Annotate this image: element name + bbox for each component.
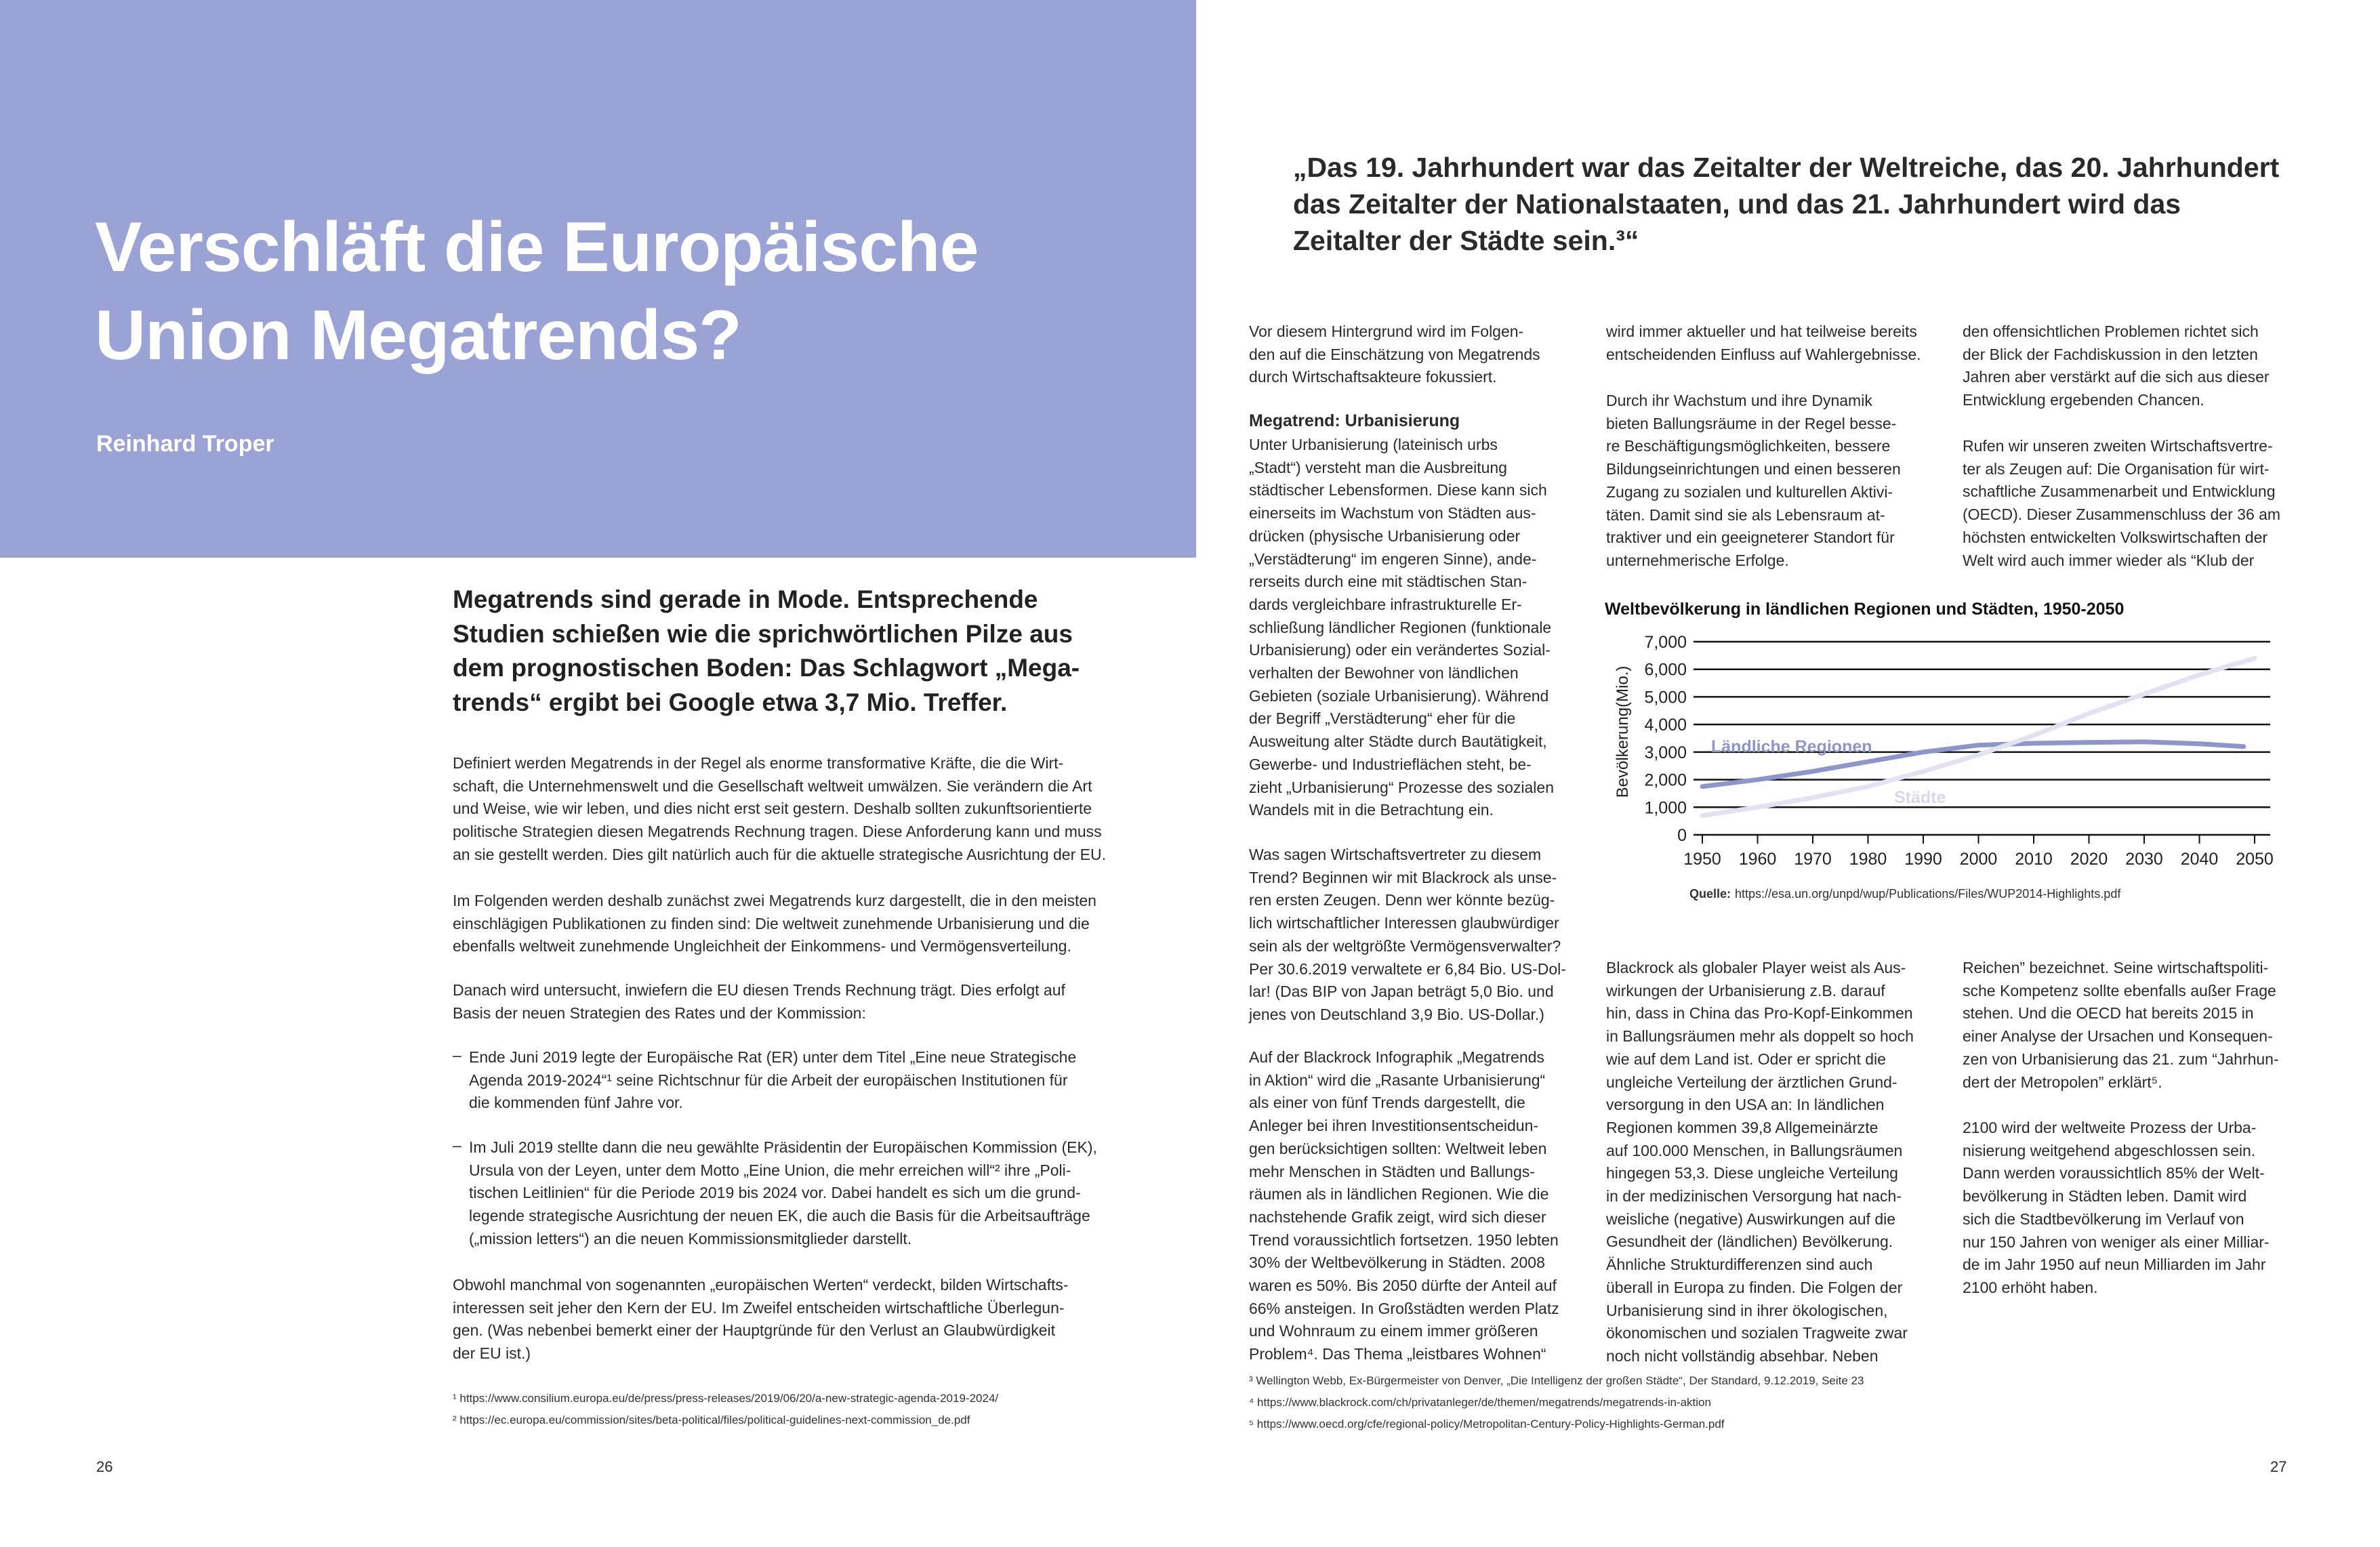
text-line: Gesundheit der (ländlichen) Bevölkerung. — [1606, 1233, 1893, 1251]
text-line: dem prognostischen Boden: Das Schlagwort „Mega- — [453, 654, 1080, 682]
text-line: Ähnliche Strukturdifferenzen sind auch — [1606, 1256, 1873, 1274]
text-line: „Das 19. Jahrhundert war das Zeitalter der Weltreiche, das 20. Jahrhundert — [1293, 152, 2280, 183]
legend-label-urban: Städte — [1894, 788, 1946, 807]
text-line: noch nicht vollständig absehbar. Neben — [1606, 1346, 1879, 1365]
text-line: Obwohl manchmal von sogenannten „europäischen Werten“ verdeckt, bilden Wirtschafts- — [453, 1276, 1069, 1294]
pull-quote — [1293, 149, 2279, 259]
population-chart — [1599, 590, 2297, 915]
text-line: als einer von fünf Trends dargestellt, die — [1249, 1094, 1525, 1112]
y-axis-label: Bevölkerung(Mio.) — [1614, 665, 1632, 798]
text-line: („mission letters“) an die neuen Kommissionsmitglieder darstellt. — [469, 1229, 912, 1247]
text-line: schaftliche Zusammenarbeit und Entwicklung — [1963, 482, 2276, 501]
text-line: Rufen wir unseren zweiten Wirtschaftsvertre- — [1963, 437, 2273, 455]
text-line: Entwicklung ergebenden Chancen. — [1963, 391, 2204, 409]
text-line: Im Juli 2019 stellte dann die neu gewählte Präsidentin der Europäischen Kommission (EK), — [469, 1138, 1097, 1156]
text-line: Gewerbe- und Industrieflächen steht, be- — [1249, 755, 1532, 773]
text-line: räumen als in ländlichen Regionen. Wie die — [1249, 1185, 1549, 1203]
text-line: Urbanisierung) oder ein verändertes Sozial- — [1249, 641, 1551, 659]
text-line: nur 150 Jahren von weniger als einer Milliar- — [1963, 1233, 2270, 1251]
x-tick-label: 2040 — [2180, 850, 2219, 869]
text-line: Trend voraussichtlich fortsetzen. 1950 lebten — [1249, 1231, 1559, 1249]
text-line: das Zeitalter der Nationalstaaten, und das 21. Jahrhundert wird das — [1293, 188, 2181, 220]
body-paragraph — [1249, 321, 1540, 389]
text-line: ² https://ec.europa.eu/commission/sites/beta-political/files/political-guidelines-next-commission_de.pdf — [453, 1414, 970, 1426]
text-line: täten. Damit sind sie als Lebensraum at- — [1606, 506, 1885, 524]
text-line: ⁵ https://www.oecd.org/cfe/regional-policy/Metropolitan-Century-Policy-Highlights-German.pdf — [1249, 1418, 1725, 1430]
text-line: Megatrends sind gerade in Mode. Entsprechende — [453, 585, 1038, 613]
text-line: lar! (Das BIP von Japan beträgt 5,0 Bio. und — [1249, 983, 1554, 1001]
body-paragraph — [453, 752, 1106, 867]
text-line: entscheidenden Einfluss auf Wahlergebnisse. — [1606, 345, 1921, 363]
text-line: re Beschäftigungsmöglichkeiten, bessere — [1606, 437, 1891, 455]
text-line: zen von Urbanisierung das 21. zum “Jahrhun- — [1963, 1050, 2279, 1068]
text-line: (OECD). Dieser Zusammenschluss der 36 am — [1963, 506, 2281, 524]
text-line: drücken (physische Urbanisierung oder — [1249, 527, 1521, 545]
text-line: Zugang zu sozialen und kulturellen Aktivi- — [1606, 482, 1893, 501]
text-line: nachstehende Grafik zeigt, wird sich dieser — [1249, 1208, 1546, 1226]
text-line: Regionen kommen 39,8 Allgemeinärzte — [1606, 1118, 1879, 1136]
text-line: in der medizinischen Versorgung hat nach- — [1606, 1187, 1902, 1205]
text-line: ungleiche Verteilung der ärztlichen Grund- — [1606, 1073, 1897, 1091]
text-line: Blackrock als globaler Player weist als Aus- — [1606, 959, 1906, 976]
body-paragraph — [453, 979, 1065, 1025]
text-line: unternehmerische Erfolge. — [1606, 551, 1789, 569]
text-line: rerseits durch eine mit städtischen Stan- — [1249, 573, 1527, 591]
x-tick-label: 1950 — [1683, 850, 1721, 869]
body-paragraph — [1606, 957, 1914, 1368]
text-line: gen. (Was nebenbei bemerkt einer der Hauptgründe für den Verlust an Glaubwürdigkeit — [453, 1321, 1056, 1340]
text-line: tischen Leitlinien“ für die Periode 2019 bis 2024 vor. Dabei handelt es sich um die grund- — [469, 1184, 1081, 1202]
text-line: ter als Zeugen auf: Die Organisation für wirt- — [1963, 459, 2270, 478]
text-line: zieht „Urbanisierung“ Prozesse des sozialen — [1249, 778, 1554, 796]
text-line: sein als der weltgrößte Vermögensverwalter? — [1249, 936, 1561, 955]
footnotes — [453, 1388, 998, 1431]
text-line: Unter Urbanisierung (lateinisch urbs — [1249, 436, 1498, 453]
article-title — [95, 203, 978, 379]
body-paragraph — [1963, 957, 2279, 1094]
body-paragraph — [1963, 1117, 2270, 1300]
text-line: höchsten entwickelten Volkswirtschaften der — [1963, 528, 2268, 546]
chart-source — [1689, 887, 2121, 901]
y-tick-label: 7,000 — [1644, 633, 1687, 652]
text-line: die kommenden fünf Jahre vor. — [469, 1094, 683, 1112]
x-tick-label: 2030 — [2125, 850, 2163, 869]
text-line: schließung ländlicher Regionen (funktionale — [1249, 618, 1552, 636]
text-line: Zeitalter der Städte sein.³“ — [1293, 225, 1639, 256]
text-line: legende strategische Ausrichtung der neuen EK, die auch die Basis für die Arbeitsaufträge — [469, 1207, 1090, 1225]
text-line: auf 100.000 Menschen, in Ballungsräumen — [1606, 1141, 1903, 1159]
text-line: ¹ https://www.consilium.europa.eu/de/press/press-releases/2019/06/20/a-new-strategic-agenda-2019-2024/ — [453, 1392, 999, 1405]
y-tick-label: 3,000 — [1644, 743, 1687, 762]
text-line: dards vergleichbare infrastrukturelle Er- — [1249, 595, 1522, 613]
text-line: Gebieten (soziale Urbanisierung). Während — [1249, 686, 1549, 705]
text-line: interessen seit jeher den Kern der EU. Im Zweifel entscheiden wirtschaftliche Überlegun- — [453, 1298, 1065, 1317]
text-line: 2100 erhöht haben. — [1963, 1278, 2098, 1296]
text-line: durch Wirtschaftsakteure fokussiert. — [1249, 368, 1497, 386]
text-line: de im Jahr 1950 auf neun Milliarden im Jahr — [1963, 1256, 2266, 1274]
source-url: https://esa.un.org/unpd/wup/Publications/Files/WUP2014-Highlights.pdf — [1735, 887, 2121, 901]
bullet-marker: – — [453, 1136, 461, 1154]
body-paragraph — [1963, 435, 2280, 572]
x-tick-label: 2050 — [2236, 850, 2274, 869]
text-line: bieten Ballungsräume in der Regel besse- — [1606, 414, 1897, 432]
text-line: Ende Juni 2019 legte der Europäische Rat (ER) unter dem Titel „Eine neue Strategische — [469, 1048, 1077, 1066]
text-line: weisliche (negative) Auswirkungen auf die — [1606, 1210, 1896, 1228]
text-line: Reichen” bezeichnet. Seine wirtschaftspoliti- — [1963, 959, 2269, 976]
text-line: ebenfalls weltweit zunehmende Ungleichheit der Einkommens- und Vermögensverteilung. — [453, 937, 1071, 955]
title-line: Verschläft die Europäische — [95, 208, 979, 287]
text-line: der Blick der Fachdiskussion in den letzten — [1963, 345, 2258, 363]
y-tick-label: 5,000 — [1644, 688, 1687, 707]
text-line: dert der Metropolen” erklärt⁵. — [1963, 1073, 2162, 1091]
text-line: Bildungseinrichtungen und einen besseren — [1606, 460, 1901, 478]
footnotes — [1249, 1370, 1864, 1435]
text-line: lich wirtschaftlicher Interessen glaubwürdiger — [1249, 914, 1559, 932]
x-tick-label: 1980 — [1849, 850, 1887, 869]
text-line: Per 30.6.2019 verwaltete er 6,84 Bio. US-Dol- — [1249, 960, 1566, 978]
text-line: bevölkerung in Städten leben. Damit wird — [1963, 1187, 2247, 1205]
text-line: der Begriff „Verstädterung“ eher für die — [1249, 709, 1516, 728]
text-line: sich die Stadtbevölkerung im Verlauf von — [1963, 1210, 2244, 1228]
x-tick-label: 1970 — [1794, 850, 1832, 869]
text-line: traktiver und ein geeigneterer Standort für — [1606, 529, 1895, 547]
x-tick-label: 2020 — [2070, 850, 2108, 869]
text-line: und Wohnraum zu einem immer größeren — [1249, 1322, 1538, 1340]
text-line: ⁴ https://www.blackrock.com/ch/privatanleger/de/themen/megatrends/megatrends-in-aktion — [1249, 1396, 1711, 1409]
text-line: gen berücksichtigen sollten: Weltweit leben — [1249, 1139, 1547, 1157]
text-line: politische Strategien diesen Megatrends Rechnung tragen. Diese Anforderung kann und muss — [453, 823, 1102, 841]
text-line: versorgung in den USA an: In ländlichen — [1606, 1096, 1885, 1114]
text-line: Was sagen Wirtschaftsvertreter zu diesem — [1249, 846, 1542, 863]
text-line: trends“ ergibt bei Google etwa 3,7 Mio. Treffer. — [453, 688, 1008, 716]
text-line: den auf die Einschätzung von Megatrends — [1249, 345, 1540, 363]
text-line: jenes von Deutschland 3,9 Bio. US-Dollar.) — [1249, 1005, 1544, 1023]
text-line: Trend? Beginnen wir mit Blackrock als unse- — [1249, 868, 1557, 886]
text-line: an sie gestellt werden. Dies gilt natürlich auch für die aktuelle strategische Ausrichtung der EU. — [453, 845, 1106, 863]
text-line: Auf der Blackrock Infographik „Megatrends — [1249, 1048, 1544, 1066]
text-line: sche Kompetenz sollte ebenfalls außer Frage — [1963, 981, 2276, 999]
text-line: Ursula von der Leyen, unter dem Motto „Eine Union, die mehr erreichen will“² ihre „Poli- — [469, 1161, 1071, 1179]
title-line: Union Megatrends? — [95, 296, 741, 375]
text-line: wie auf dem Land ist. Oder er spricht die — [1606, 1050, 1886, 1068]
x-tick-label: 2000 — [1959, 850, 1998, 869]
chart-title: Weltbevölkerung in ländlichen Regionen und Städten, 1950-2050 — [1605, 600, 2125, 619]
body-paragraph — [453, 1274, 1069, 1365]
text-line: ren ersten Zeugen. Denn wer könnte bezüg- — [1249, 891, 1555, 909]
body-paragraph — [453, 890, 1096, 958]
text-line: 66% ansteigen. In Großstädten werden Platz — [1249, 1299, 1559, 1317]
page-number: 27 — [2270, 1458, 2287, 1475]
text-line: „Stadt“) versteht man die Ausbreitung — [1249, 458, 1507, 476]
y-tick-label: 1,000 — [1644, 798, 1687, 818]
bullet-item — [469, 1046, 1076, 1115]
text-line: hin, dass in China das Pro-Kopf-Einkommen — [1606, 1004, 1913, 1023]
bullet-marker: – — [453, 1046, 461, 1064]
section-heading: Megatrend: Urbanisierung — [1249, 411, 1460, 430]
body-paragraph — [1249, 1046, 1559, 1366]
text-line: Vor diesem Hintergrund wird im Folgen- — [1249, 323, 1524, 340]
text-line: wirkungen der Urbanisierung z.B. darauf — [1606, 981, 1885, 999]
body-paragraph — [1963, 321, 2270, 412]
body-paragraph — [1249, 434, 1554, 822]
text-line: Definiert werden Megatrends in der Regel als enorme transformative Kräfte, die die Wirt- — [453, 754, 1064, 772]
text-line: 30% der Weltbevölkerung in Städten. 2008 — [1249, 1254, 1545, 1272]
text-line: Anleger bei ihren Investitionsentscheidun- — [1249, 1117, 1539, 1135]
text-line: Problem⁴. Das Thema „leistbares Wohnen“ — [1249, 1345, 1546, 1363]
text-line: wird immer aktueller und hat teilweise bereits — [1606, 323, 1917, 340]
text-line: schaft, die Unternehmenswelt und die Gesellschaft weltweit umwälzen. Sie verändern die Art — [453, 777, 1092, 795]
body-paragraph — [1606, 390, 1901, 573]
text-line: ökonomischen und sozialen Tragweite zwar — [1606, 1324, 1908, 1342]
page-number: 26 — [96, 1458, 113, 1475]
text-line: Welt wird auch immer wieder als “Klub der — [1963, 551, 2255, 569]
text-line: 2100 wird der weltweite Prozess der Urba- — [1963, 1119, 2257, 1136]
source-label: Quelle: — [1689, 887, 1731, 901]
text-line: Im Folgenden werden deshalb zunächst zwei Megatrends kurz dargestellt, die in den meisten — [453, 892, 1096, 909]
text-line: einer Analyse der Ursachen und Konsequen- — [1963, 1027, 2273, 1046]
text-line: in Ballungsräumen mehr als doppelt so hoch — [1606, 1027, 1914, 1046]
text-line: stehen. Und die OECD hat bereits 2015 in — [1963, 1004, 2254, 1023]
text-line: und Weise, wie wir leben, und dies nicht erst seit gestern. Deshalb sollten zukunftsorientierte — [453, 800, 1092, 818]
body-paragraph — [1606, 321, 1921, 366]
text-line: verhalten der Bewohner von ländlichen — [1249, 664, 1519, 682]
x-tick-label: 1990 — [1904, 850, 1942, 869]
body-paragraph — [1249, 844, 1566, 1027]
author-name: Reinhard Troper — [96, 431, 274, 457]
text-line: der EU ist.) — [453, 1344, 531, 1363]
text-line: den offensichtlichen Problemen richtet sich — [1963, 323, 2259, 340]
text-line: ³ Wellington Webb, Ex-Bürgermeister von Denver, „Die Intelligenz der großen Städte“, Der Standard, 9.12.2019, Seite 23 — [1249, 1374, 1864, 1387]
text-line: nisierung weitgehend abgeschlossen sein. — [1963, 1141, 2256, 1159]
text-line: Ausweitung alter Städte durch Bautätigkeit, — [1249, 733, 1547, 751]
text-line: in Aktion“ wird die „Rasante Urbanisierung“ — [1249, 1071, 1546, 1089]
y-tick-label: 2,000 — [1644, 770, 1687, 790]
y-tick-label: 0 — [1677, 826, 1687, 845]
text-line: überall in Europa zu finden. Die Folgen der — [1606, 1278, 1903, 1296]
bullet-item — [469, 1136, 1097, 1251]
text-line: Urbanisierung sind in ihrer ökologischen, — [1606, 1301, 1888, 1319]
text-line: Agenda 2019-2024“¹ seine Richtschnur für die Arbeit der europäischen Institutionen für — [469, 1071, 1068, 1089]
text-line: Jahren aber verstärkt auf die sich aus dieser — [1963, 368, 2270, 386]
text-line: Danach wird untersucht, inwiefern die EU diesen Trends Rechnung trägt. Dies erfolgt auf — [453, 981, 1065, 999]
text-line: einerseits im Wachstum von Städten aus- — [1249, 504, 1536, 522]
text-line: waren es 50%. Bis 2050 dürfte der Anteil auf — [1249, 1277, 1557, 1295]
legend-label-rural: Ländliche Regionen — [1711, 737, 1872, 756]
text-line: städtischer Lebensformen. Diese kann sich — [1249, 481, 1547, 499]
text-line: „Verstädterung“ im engeren Sinne), ande- — [1249, 550, 1537, 568]
text-line: hingegen 53,3. Diese ungleiche Verteilung — [1606, 1164, 1898, 1182]
y-tick-label: 4,000 — [1644, 716, 1687, 735]
x-tick-label: 2010 — [2015, 850, 2053, 869]
text-line: mehr Menschen in Städten und Ballungs- — [1249, 1162, 1535, 1180]
y-tick-label: 6,000 — [1644, 660, 1687, 680]
text-line: Wandels mit in die Betrachtung ein. — [1249, 801, 1494, 819]
text-line: Durch ihr Wachstum und ihre Dynamik — [1606, 392, 1872, 409]
text-line: einschlägigen Publikationen zu finden sind: Die weltweit zunehmende Urbanisierung und die — [453, 914, 1090, 932]
text-line: Dann werden voraussichtlich 85% der Welt- — [1963, 1164, 2265, 1182]
x-tick-label: 1960 — [1738, 850, 1777, 869]
lead-paragraph — [453, 583, 1080, 720]
text-line: Basis der neuen Strategien des Rates und der Kommission: — [453, 1004, 866, 1022]
text-line: Studien schießen wie die sprichwörtlichen Pilze aus — [453, 619, 1073, 648]
